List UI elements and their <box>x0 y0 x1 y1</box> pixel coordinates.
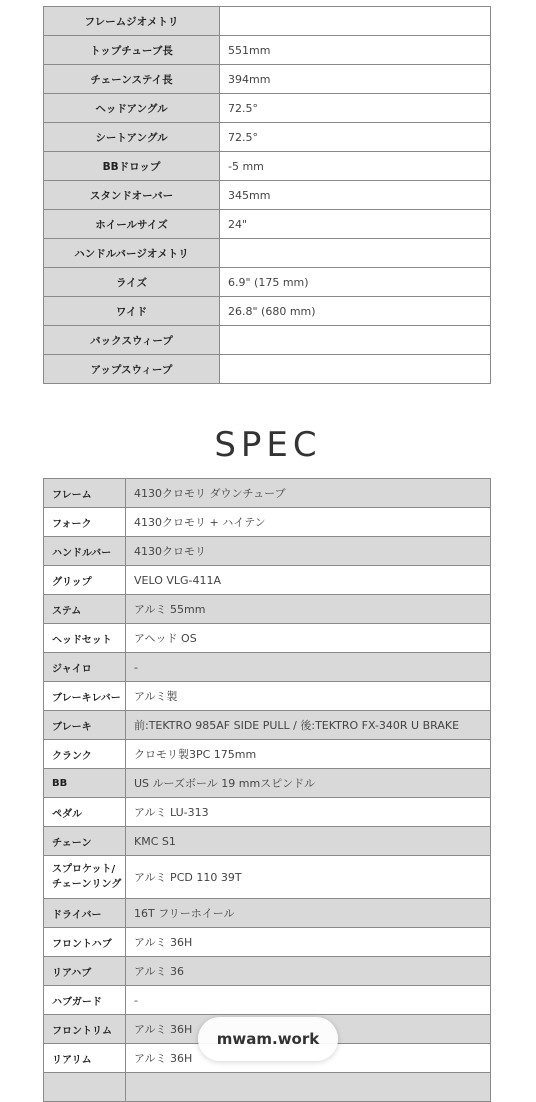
spec-label: ジャイロ <box>44 653 126 682</box>
spec-label: グリップ <box>44 566 126 595</box>
geometry-value: 551mm <box>220 36 491 65</box>
spec-value: 前:TEKTRO 985AF SIDE PULL / 後:TEKTRO FX-340R U BRAKE <box>126 711 491 740</box>
geometry-row <box>44 36 491 65</box>
geometry-label: ハンドルバージオメトリ <box>44 239 220 268</box>
spec-label: ヘッドセット <box>44 624 126 653</box>
spec-label: ハンドルバー <box>44 537 126 566</box>
geometry-label: アップスウィープ <box>44 355 220 384</box>
geometry-value <box>220 239 491 268</box>
geometry-row <box>44 210 491 239</box>
spec-value: - <box>126 986 491 1015</box>
spec-row <box>44 769 491 798</box>
spec-row <box>44 508 491 537</box>
spec-heading: SPEC <box>214 425 322 465</box>
geometry-row <box>44 7 491 36</box>
spec-value: US ルーズボール 19 mmスピンドル <box>126 769 491 798</box>
geometry-label: ライズ <box>44 268 220 297</box>
spec-row <box>44 1073 491 1102</box>
spec-row <box>44 798 491 827</box>
geometry-label: フレームジオメトリ <box>44 7 220 36</box>
geometry-value: 72.5° <box>220 123 491 152</box>
spec-row <box>44 566 491 595</box>
spec-value: アヘッド OS <box>126 624 491 653</box>
spec-row <box>44 479 491 508</box>
spec-row <box>44 928 491 957</box>
geometry-value <box>220 355 491 384</box>
spec-label: フォーク <box>44 508 126 537</box>
spec-row <box>44 537 491 566</box>
spec-label: スプロケット/ チェーンリング <box>44 856 126 899</box>
geometry-value <box>220 326 491 355</box>
spec-value: アルミ 36 <box>126 957 491 986</box>
geometry-value: 394mm <box>220 65 491 94</box>
spec-label: リアリム <box>44 1044 126 1073</box>
spec-value: 4130クロモリ <box>126 537 491 566</box>
geometry-value <box>220 7 491 36</box>
spec-label: ハブガード <box>44 986 126 1015</box>
spec-value: アルミ LU-313 <box>126 798 491 827</box>
spec-value: アルミ 55mm <box>126 595 491 624</box>
spec-row <box>44 856 491 899</box>
spec-value: 16T フリーホイール <box>126 899 491 928</box>
spec-label: クランク <box>44 740 126 769</box>
spec-row <box>44 711 491 740</box>
geometry-label: トップチューブ長 <box>44 36 220 65</box>
geometry-value: 345mm <box>220 181 491 210</box>
geometry-value: -5 mm <box>220 152 491 181</box>
spec-label: リアハブ <box>44 957 126 986</box>
spec-row <box>44 682 491 711</box>
spec-table <box>43 478 491 1102</box>
geometry-row <box>44 181 491 210</box>
geometry-row <box>44 65 491 94</box>
spec-value: 4130クロモリ + ハイテン <box>126 508 491 537</box>
spec-value <box>126 1073 491 1102</box>
geometry-value: 72.5° <box>220 94 491 123</box>
spec-value: VELO VLG-411A <box>126 566 491 595</box>
spec-row <box>44 624 491 653</box>
geometry-label: チェーンステイ長 <box>44 65 220 94</box>
spec-label: ドライバー <box>44 899 126 928</box>
spec-label <box>44 1073 126 1102</box>
spec-value: アルミ 36H <box>126 1015 491 1044</box>
geometry-row <box>44 297 491 326</box>
geometry-value: 26.8" (680 mm) <box>220 297 491 326</box>
frame-geometry-table <box>43 6 491 384</box>
watermark-badge: mwam.work <box>198 1017 338 1061</box>
spec-label: フロントハブ <box>44 928 126 957</box>
spec-value: KMC S1 <box>126 827 491 856</box>
spec-label: ステム <box>44 595 126 624</box>
geometry-value: 24" <box>220 210 491 239</box>
spec-row <box>44 653 491 682</box>
geometry-label: ヘッドアングル <box>44 94 220 123</box>
spec-row <box>44 827 491 856</box>
spec-value: - <box>126 653 491 682</box>
geometry-row <box>44 123 491 152</box>
spec-label: フロントリム <box>44 1015 126 1044</box>
spec-value: アルミ 36H <box>126 1044 491 1073</box>
spec-label: フレーム <box>44 479 126 508</box>
spec-label: ブレーキ <box>44 711 126 740</box>
geometry-value: 6.9" (175 mm) <box>220 268 491 297</box>
spec-label: BB <box>44 769 126 798</box>
geometry-row <box>44 239 491 268</box>
spec-row <box>44 899 491 928</box>
geometry-row <box>44 94 491 123</box>
spec-value: クロモリ製3PC 175mm <box>126 740 491 769</box>
geometry-label: バックスウィープ <box>44 326 220 355</box>
spec-value: 4130クロモリ ダウンチューブ <box>126 479 491 508</box>
spec-value: アルミ 36H <box>126 928 491 957</box>
spec-value: アルミ製 <box>126 682 491 711</box>
geometry-row <box>44 355 491 384</box>
spec-value: アルミ PCD 110 39T <box>126 856 491 899</box>
spec-row <box>44 740 491 769</box>
geometry-row <box>44 152 491 181</box>
geometry-label: ホイールサイズ <box>44 210 220 239</box>
geometry-label: シートアングル <box>44 123 220 152</box>
spec-label: チェーン <box>44 827 126 856</box>
geometry-label: スタンドオーバー <box>44 181 220 210</box>
geometry-label: BBドロップ <box>44 152 220 181</box>
spec-row <box>44 957 491 986</box>
spec-row <box>44 986 491 1015</box>
spec-label: ペダル <box>44 798 126 827</box>
geometry-row <box>44 326 491 355</box>
spec-label: ブレーキレバー <box>44 682 126 711</box>
geometry-label: ワイド <box>44 297 220 326</box>
geometry-row <box>44 268 491 297</box>
spec-row <box>44 595 491 624</box>
